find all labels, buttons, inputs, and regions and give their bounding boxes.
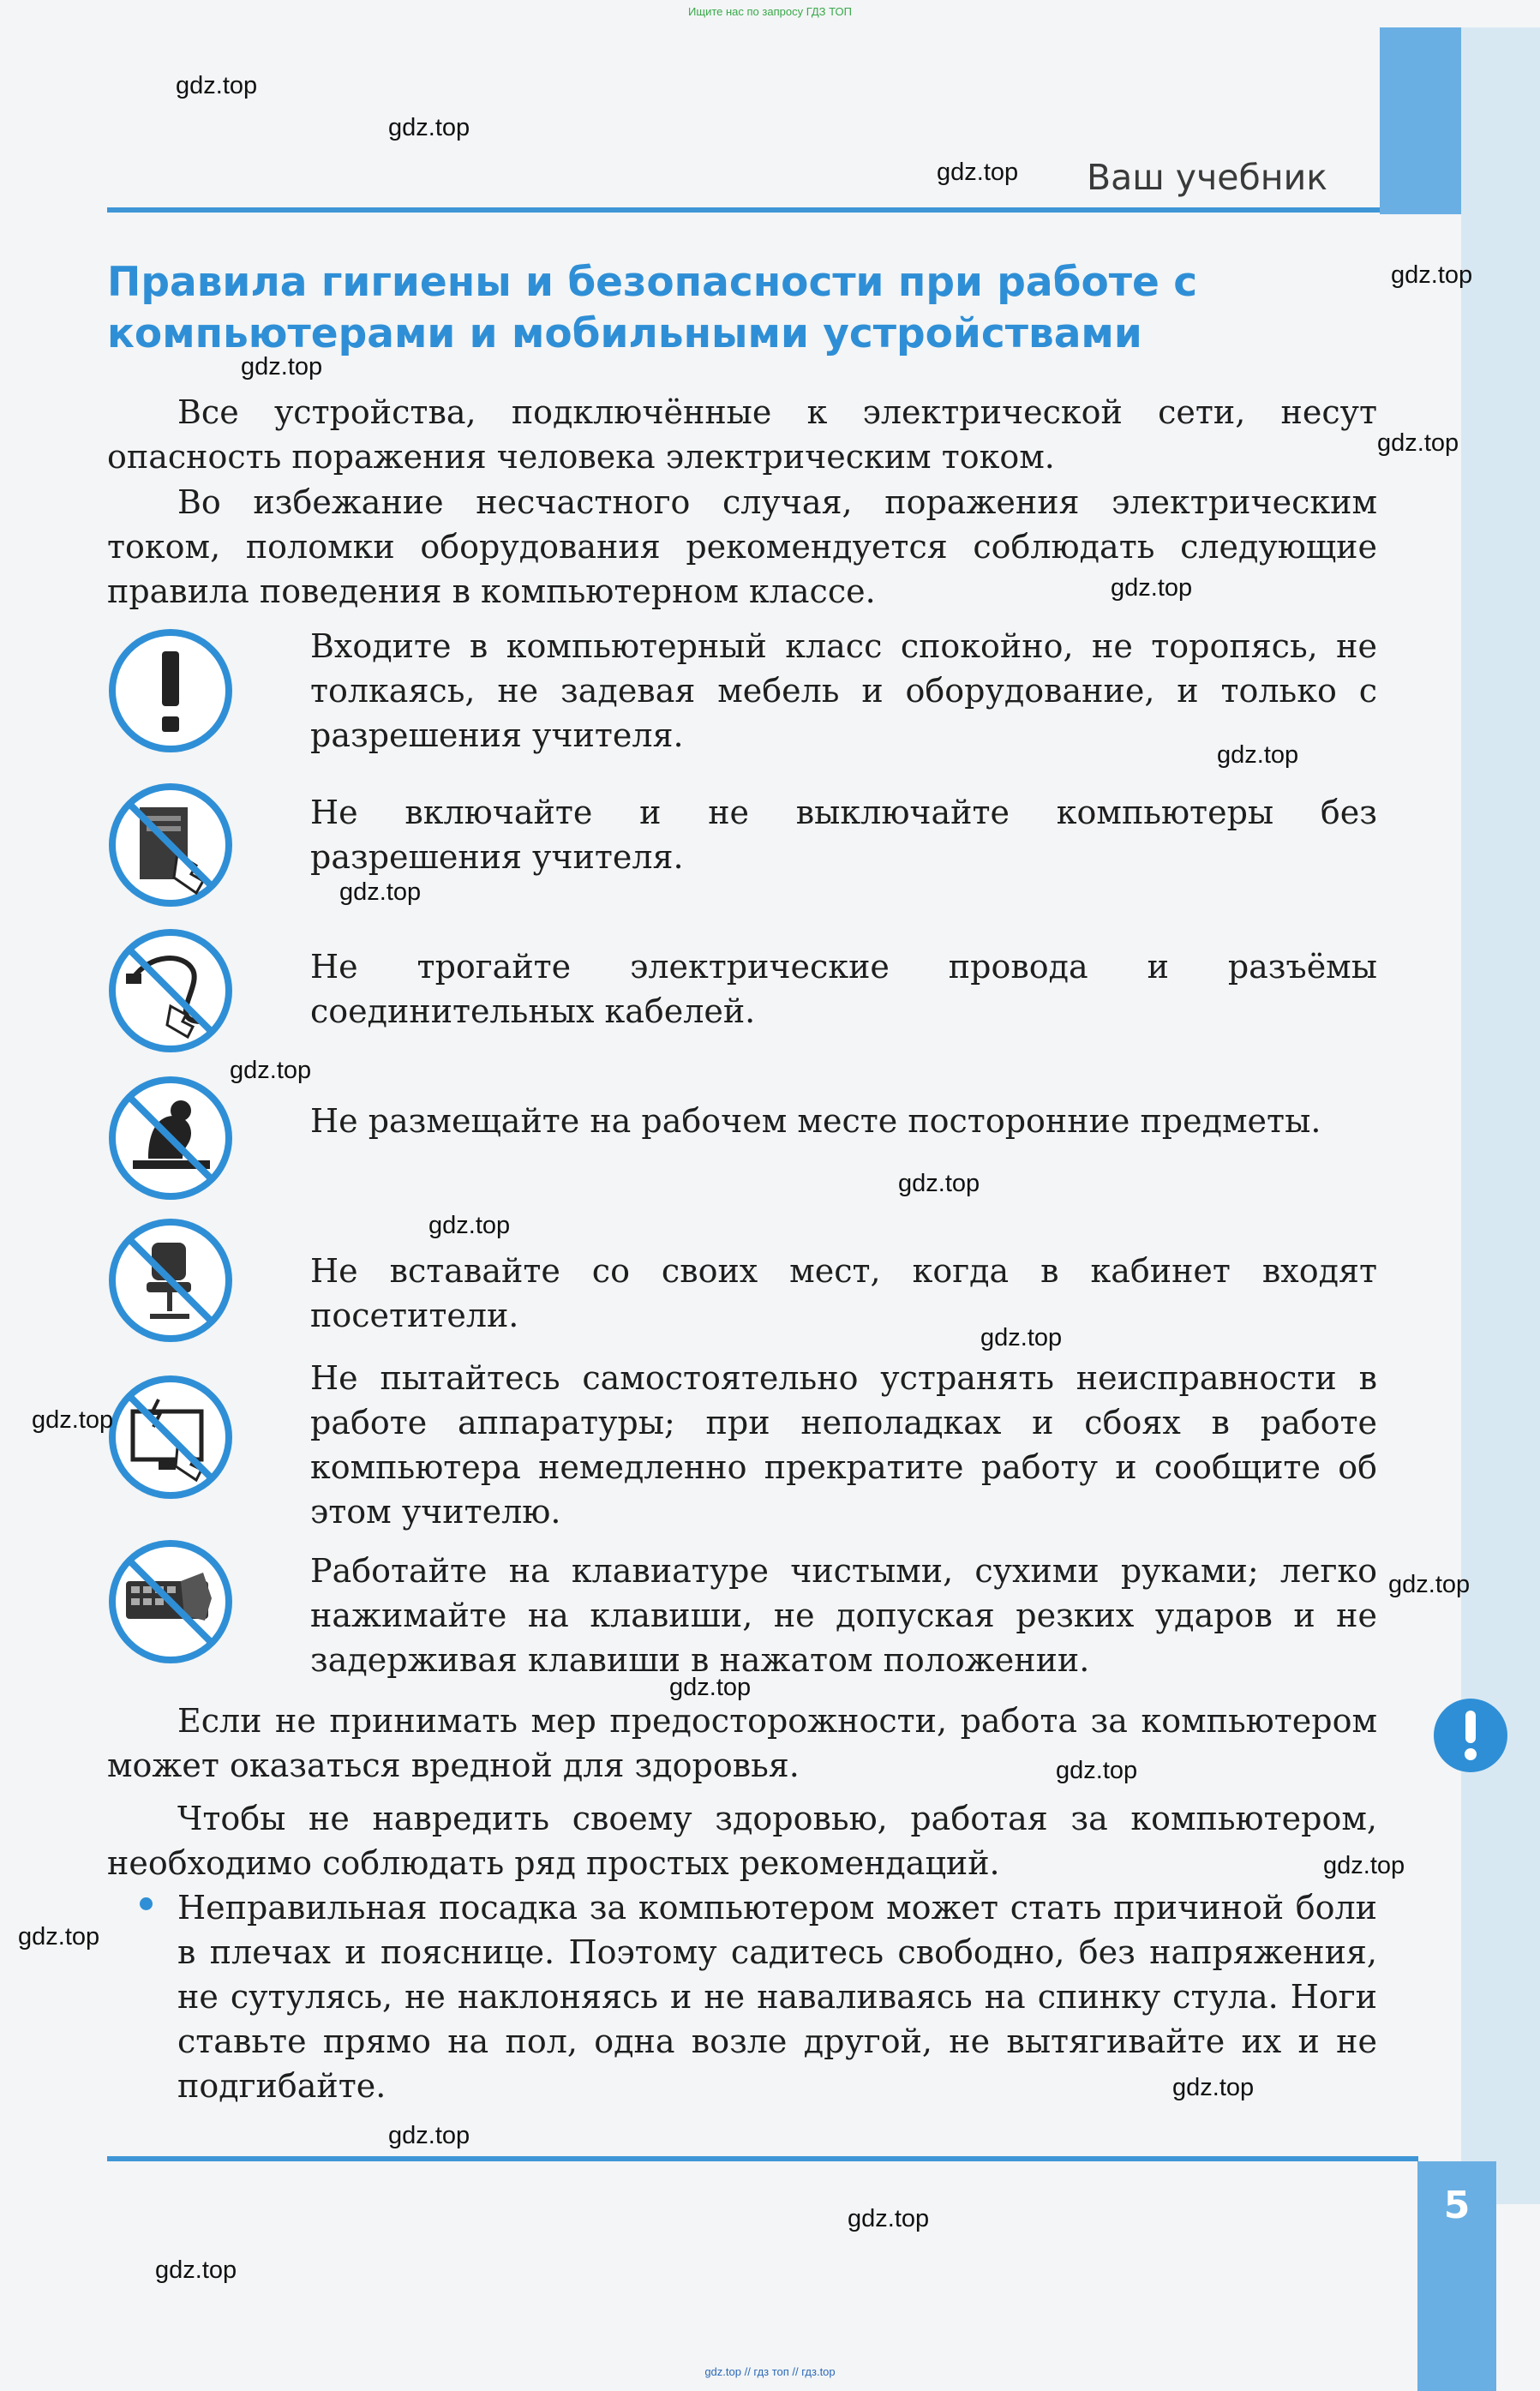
rule-text: Не трогайте электрические провода и разъёмы соединительных кабелей. [310, 948, 1377, 1030]
page-number: 5 [1443, 2184, 1471, 2227]
watermark: gdz.top [1323, 1852, 1405, 1879]
watermark: gdz.top [230, 1057, 312, 1084]
watermark: gdz.top [32, 1406, 114, 1434]
no-power-button-icon [107, 782, 234, 908]
side-band [1461, 27, 1540, 2204]
watermark: gdz.top [937, 159, 1019, 186]
watermark: gdz.top [1056, 1757, 1138, 1784]
top-note: Ищите нас по запросу ГДЗ ТОП [688, 5, 852, 18]
no-self-repair-icon [107, 1374, 234, 1501]
watermark: gdz.top [241, 353, 323, 381]
watermark: gdz.top [980, 1324, 1063, 1351]
watermark: gdz.top [669, 1674, 752, 1701]
rule-text: Входите в компьютерный класс спокойно, не торопясь, не толкаясь, не задевая мебель и оборудование, и только с разрешения учителя. [310, 627, 1377, 754]
watermark: gdz.top [1377, 429, 1459, 457]
watermark: gdz.top [428, 1212, 511, 1239]
no-foreign-objects-icon [107, 1075, 234, 1201]
watermark: gdz.top [1391, 261, 1473, 289]
rule-text: Работайте на клавиатуре чистыми, сухими руками; легко нажимайте на клавиши, не допуская резких ударов и не задерживая клавиши в нажатом положении. [310, 1552, 1377, 1679]
rule-text: Не включайте и не выключайте компьютеры без разрешения учителя. [310, 794, 1377, 876]
outro-paragraph-1: Если не принимать мер предосторожности, работа за компьютером может оказаться вредной для здоровья. [107, 1702, 1377, 1784]
watermark: gdz.top [339, 878, 422, 906]
bullet-item: Неправильная посадка за компьютером может стать причиной боли в плечах и пояснице. Поэтому садитесь свободно, без напряжения, не сутулясь, не наклоняясь и не наваливаясь на спинку стула. Ноги ставьте прямо на пол, одна возле другой, не вытягивайте их и не подгибайте. [177, 1889, 1377, 2105]
rule-text: Не пытайтесь самостоятельно устранять неисправности в работе аппаратуры; при неполадках и сбоях в работе компьютера немедленно прекратите работу и сообщите об этом учителю. [310, 1359, 1377, 1531]
rule-text: Не размещайте на рабочем месте посторонние предметы. [310, 1102, 1321, 1140]
watermark: gdz.top [18, 1923, 100, 1951]
watermark: gdz.top [388, 114, 470, 141]
outro-paragraph-2: Чтобы не навредить своему здоровью, работая за компьютером, необходимо соблюдать ряд простых рекомендаций. [107, 1800, 1377, 1882]
exclamation-icon [107, 627, 234, 754]
watermark: gdz.top [1217, 741, 1299, 769]
watermark: gdz.top [848, 2205, 930, 2232]
bottom-note: gdz.top // гдз топ // гдз.top [704, 2365, 836, 2378]
no-cable-touch-icon [107, 927, 234, 1054]
footer-rule [107, 2156, 1418, 2161]
watermark: gdz.top [155, 2256, 237, 2284]
watermark: gdz.top [1388, 1571, 1471, 1598]
intro-paragraph-2: Во избежание несчастного случая, поражения электрическим током, поломки оборудования рекомендуется соблюдать следующие правила поведения в компьютерном классе. [107, 483, 1377, 610]
exclamation-info-icon [1434, 1699, 1507, 1772]
watermark: gdz.top [898, 1170, 980, 1197]
header-label: Ваш учебник [1087, 157, 1328, 198]
header-rule [107, 207, 1380, 213]
clean-hands-keyboard-icon [107, 1538, 234, 1665]
page-title: Правила гигиены и безопасности при работе с компьютерами и мобильными устройствами [107, 259, 1198, 357]
watermark: gdz.top [1111, 574, 1193, 602]
intro-paragraph-1: Все устройства, подключённые к электрической сети, несут опасность поражения человека электрическим током. [107, 393, 1377, 476]
bullet-marker [140, 1897, 153, 1910]
watermark: gdz.top [176, 72, 258, 99]
header-band [1380, 27, 1461, 214]
watermark: gdz.top [388, 2122, 470, 2149]
watermark: gdz.top [1172, 2074, 1255, 2101]
rule-text: Не вставайте со своих мест, когда в кабинет входят посетители. [310, 1252, 1377, 1334]
no-standing-up-icon [107, 1217, 234, 1344]
